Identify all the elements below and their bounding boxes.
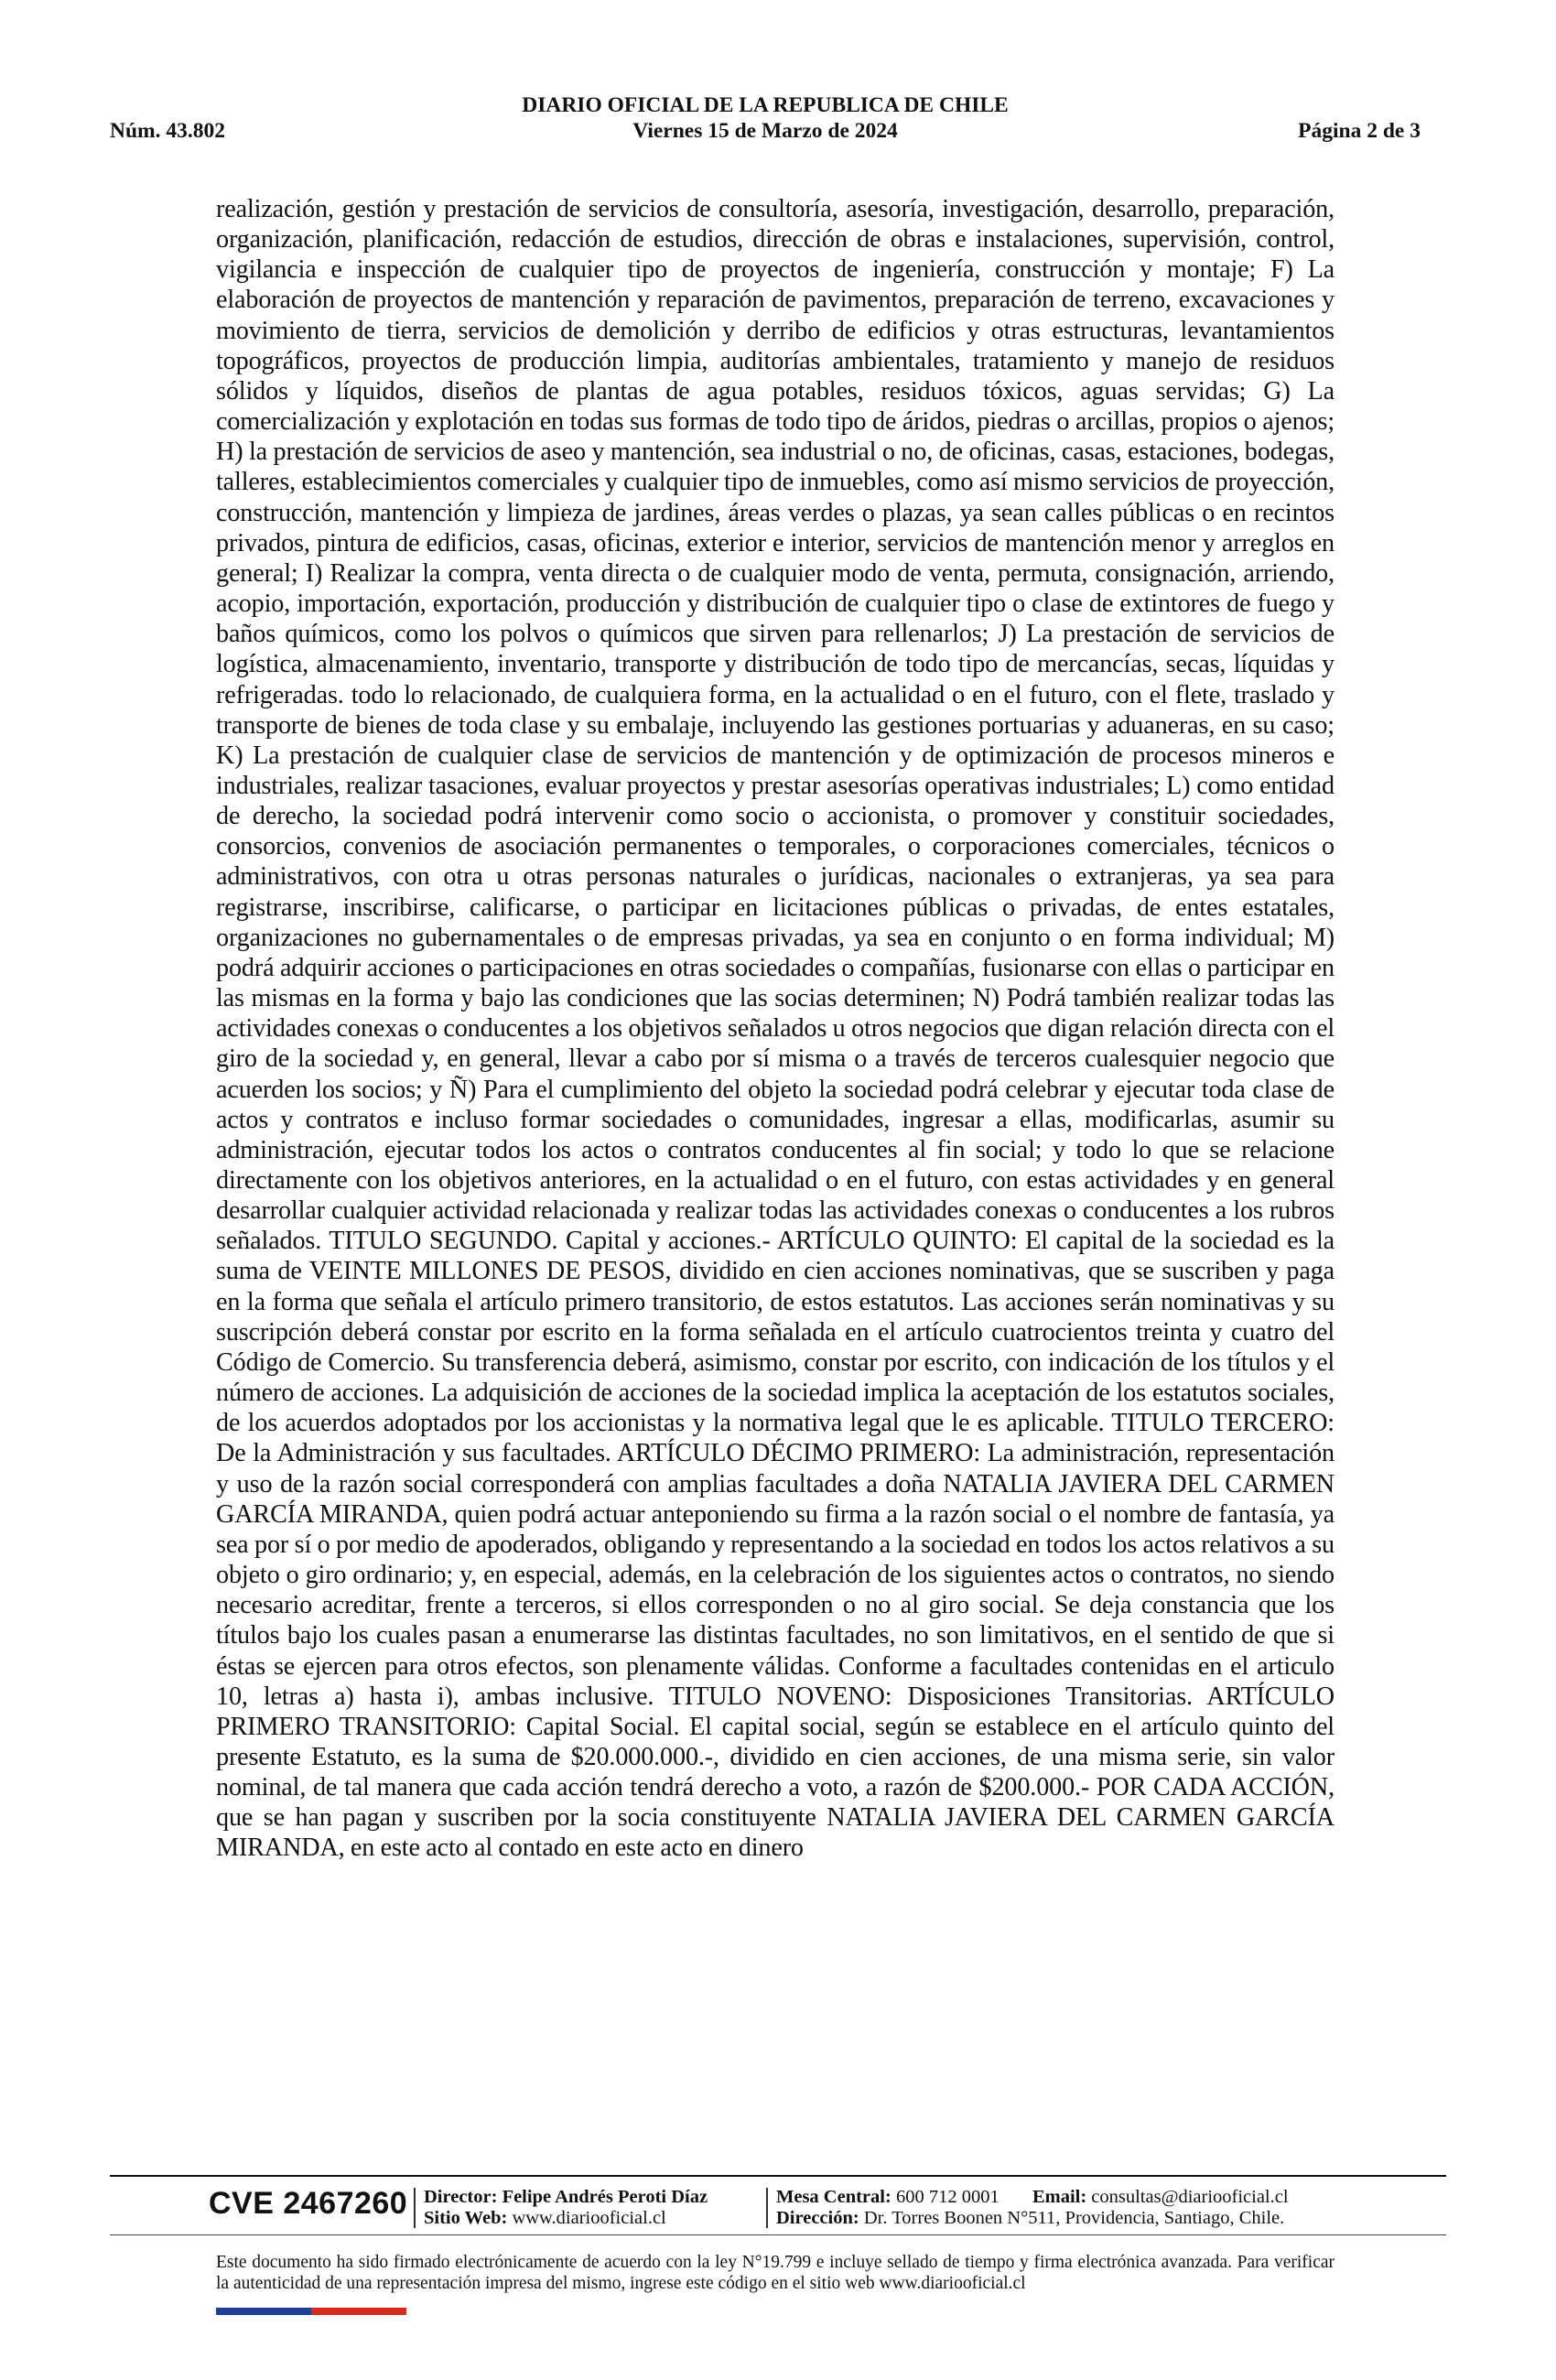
email-label: Email:	[1032, 2187, 1087, 2207]
flag-color-bar	[216, 2308, 406, 2315]
legal-notice: Este documento ha sido firmado electrónicamente de acuerdo con la ley N°19.799 e incluye sellado de tiempo y firma electrónica avanzada. Para verificar la autenticidad de una representación impresa del mismo, ingrese este código en el sitio web www.diariooficial.cl	[216, 2253, 1334, 2293]
director-name: Felipe Andrés Peroti Díaz	[502, 2187, 708, 2207]
website-label: Sitio Web:	[424, 2208, 508, 2228]
publication-date: Viernes 15 de Marzo de 2024	[632, 119, 898, 143]
address-label: Dirección:	[776, 2208, 859, 2228]
cve-code: CVE 2467260	[209, 2186, 408, 2221]
footer-top-rule	[110, 2175, 1446, 2177]
flag-blue-segment	[216, 2308, 311, 2315]
page-header	[110, 92, 1421, 156]
publication-title: DIARIO OFICIAL DE LA REPUBLICA DE CHILE	[522, 93, 1009, 117]
address-text: Dr. Torres Boonen N°511, Providencia, Santiago, Chile.	[863, 2208, 1285, 2228]
page-number: Página 2 de 3	[1298, 119, 1421, 143]
email-link[interactable]: consultas@diariooficial.cl	[1091, 2187, 1289, 2207]
phone-label: Mesa Central:	[776, 2187, 891, 2207]
website-link[interactable]: www.diariooficial.cl	[512, 2208, 666, 2228]
footer-contact-block	[776, 2187, 1289, 2229]
footer-divider	[414, 2188, 416, 2228]
footer-director-block	[424, 2187, 708, 2229]
issue-number: Núm. 43.802	[110, 119, 225, 143]
footer-bottom-rule	[110, 2234, 1446, 2235]
director-label: Director:	[424, 2187, 498, 2207]
flag-red-segment	[311, 2308, 406, 2315]
footer-divider	[766, 2188, 768, 2228]
phone-number: 600 712 0001	[895, 2187, 1000, 2207]
document-body-text: realización, gestión y prestación de servicios de consultoría, asesoría, investigación, desarrollo, preparación, organización, planificación, redacción de estudios, dirección de obras e instalaciones, supervisión, control, vigilancia e inspección de cualquier tipo de proyectos de ingeniería, construcción y montaje; F) La elaboración de proyectos de mantención y reparación de pavimentos, preparación de terreno, excavaciones y movimiento de tierra, servicios de demolición y derribo de edificios y otras estructuras, levantamientos topográficos, proyectos de producción limpia, auditorías ambientales, tratamiento y manejo de residuos sólidos y líquidos, diseños de plantas de agua potables, residuos tóxicos, aguas servidas; G) La comercialización y explotación en todas sus formas de todo tipo de áridos, piedras o arcillas, propios o ajenos; H) la prestación de servicios de aseo y mantención, sea industrial o no, de oficinas, casas, estaciones, bodegas, talleres, establecimientos comerciales y cualquier tipo de inmuebles, como así mismo servicios de proyección, construcción, mantención y limpieza de jardines, áreas verdes o plazas, ya sean calles públicas o en recintos privados, pintura de edificios, casas, oficinas, exterior e interior, servicios de mantención menor y arreglos en general; I) Realizar la compra, venta directa o de cualquier modo de venta, permuta, consignación, arriendo, acopio, importación, exportación, producción y distribución de cualquier tipo o clase de extintores de fuego y baños químicos, como los polvos o químicos que sirven para rellenarlos; J) La prestación de servicios de logística, almacenamiento, inventario, transporte y distribución de todo tipo de mercancías, secas, líquidas y refrigeradas. todo lo relacionado, de cualquiera forma, en la actualidad o en el futuro, con el flete, traslado y transporte de bienes de toda clase y su embalaje, incluyendo las gestiones portuarias y aduaneras, en su caso; K) La prestación de cualquier clase de servicios de mantención y de optimización de procesos mineros e industriales, realizar tasaciones, evaluar proyectos y prestar asesorías operativas industriales; L) como entidad de derecho, la sociedad podrá intervenir como socio o accionista, o promover y constituir sociedades, consorcios, convenios de asociación permanentes o temporales, o corporaciones comerciales, técnicos o administrativos, con otra u otras personas naturales o jurídicas, nacionales o extranjeras, ya sea para registrarse, inscribirse, calificarse, o participar en licitaciones públicas o privadas, de entes estatales, organizaciones no gubernamentales o de empresas privadas, ya sea en conjunto o en forma individual; M) podrá adquirir acciones o participaciones en otras sociedades o compañías, fusionarse con ellas o participar en las mismas en la forma y bajo las condiciones que las socias determinen; N) Podrá también realizar todas las actividades conexas o conducentes a los objetivos señalados u otros negocios que digan relación directa con el giro de la sociedad y, en general, llevar a cabo por sí misma o a través de terceros cualesquier negocio que acuerden los socios; y Ñ) Para el cumplimiento del objeto la sociedad podrá celebrar y ejecutar toda clase de actos y contratos e incluso formar sociedades o comunidades, ingresar a ellas, modificarlas, asumir su administración, ejecutar todos los actos o contratos conducentes al fin social; y todo lo que se relacione directamente con los objetivos anteriores, en la actualidad o en el futuro, con estas actividades y en general desarrollar cualquier actividad relacionada y realizar todas las actividades conexas o conducentes a los rubros señalados. TITULO SEGUNDO. Capital y acciones.- ARTÍCULO QUINTO: El capital de la sociedad es la suma de VEINTE MILLONES DE PESOS, dividido en cien acciones nominativas, que se suscriben y paga en la forma que señala el artículo primero transitorio, de estos estatutos. Las acciones serán nominativas y su suscripción deberá constar por escrito en la forma señalada en el artículo cuatrocientos treinta y cuatro del Código de Comercio. Su transferencia deberá, asimismo, constar por escrito, con indicación de los títulos y el número de acciones. La adquisición de acciones de la sociedad implica la aceptación de los estatutos sociales, de los acuerdos adoptados por los accionistas y la normativa legal que le es aplicable. TITULO TERCERO: De la Administración y sus facultades. ARTÍCULO DÉCIMO PRIMERO: La administración, representación y uso de la razón social corresponderá con amplias facultades a doña NATALIA JAVIERA DEL CARMEN GARCÍA MIRANDA, quien podrá actuar anteponiendo su firma a la razón social o el nombre de fantasía, ya sea por sí o por medio de apoderados, obligando y representando a la sociedad en todos los actos relativos a su objeto o giro ordinario; y, en especial, además, en la celebración de los siguientes actos o contratos, no siendo necesario acreditar, frente a terceros, si ellos corresponden o no al giro social. Se deja constancia que los títulos bajo los cuales pasan a enumerarse las distintas facultades, no son limitativos, en el sentido de que si éstas se ejercen para otros efectos, son plenamente válidas. Conforme a facultades contenidas en el articulo 10, letras a) hasta i), ambas inclusive. TITULO NOVENO: Disposiciones Transitorias. ARTÍCULO PRIMERO TRANSITORIO: Capital Social. El capital social, según se establece en el artículo quinto del presente Estatuto, es la suma de $20.000.000.-, dividido en cien acciones, de una misma serie, sin valor nominal, de tal manera que cada acción tendrá derecho a voto, a razón de $200.000.- POR CADA ACCIÓN, que se han pagan y suscriben por la socia constituyente NATALIA JAVIERA DEL CARMEN GARCÍA MIRANDA, en este acto al contado en este acto en dinero	[216, 195, 1334, 1863]
